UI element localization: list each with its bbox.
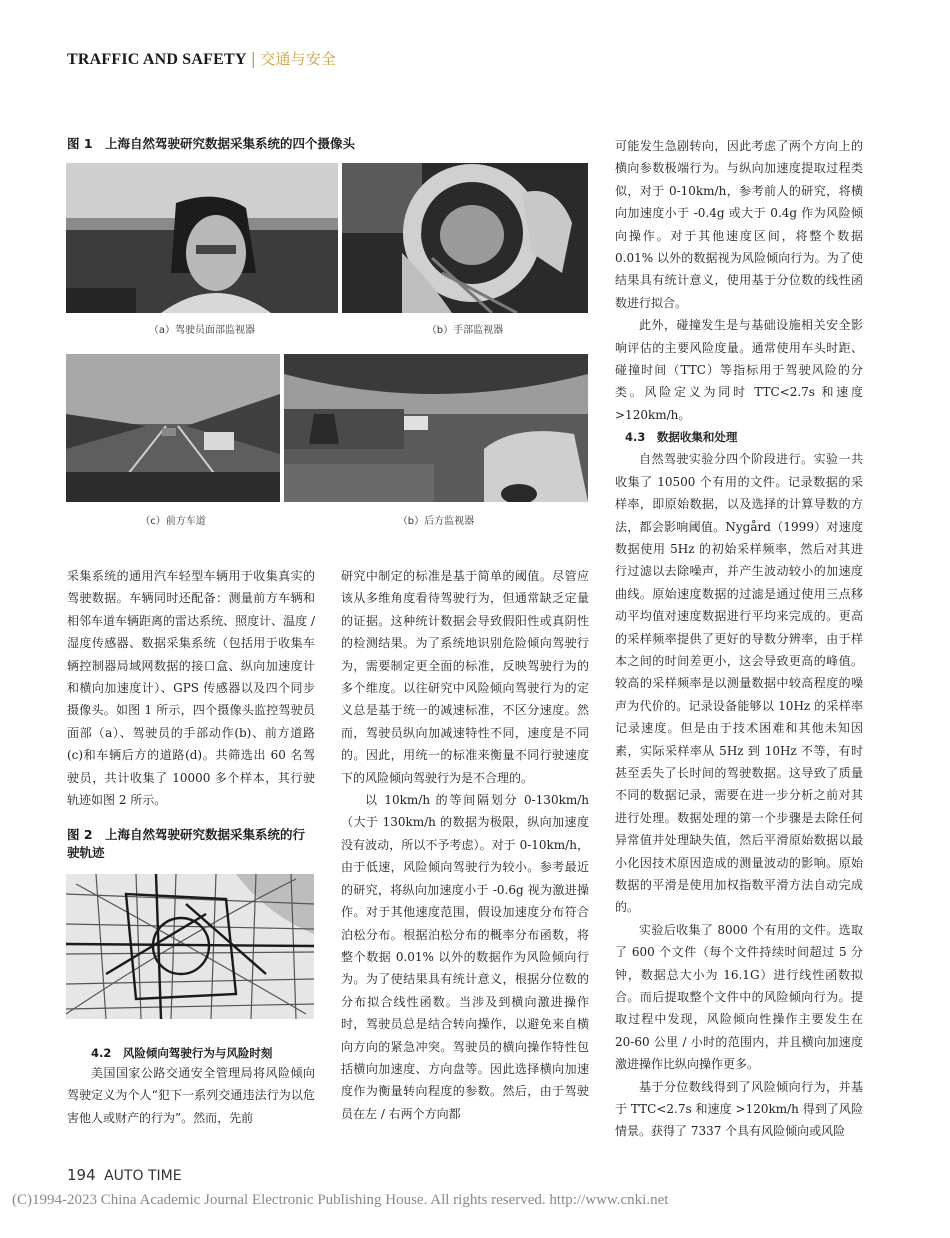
- right-paragraph-1: 可能发生急剧转向，因此考虑了两个方向上的横向参数极端行为。与纵向加速度提取过程类似，对于 0-10km/h，参考前人的研究，将横向加速度小于 -0.4g 或大于 0.4g 作为风险倾向操作。对于其他速度区间，将整个数据 0.01% 以外的数据视为风险倾向行为。为了使结果具有统计意义，使用基于分位数的线性函数进行拟合。: [615, 139, 863, 310]
- header-separator: |: [250, 49, 257, 68]
- journal-name: AUTO TIME: [104, 1168, 182, 1184]
- photo-rear-monitor: [284, 354, 588, 502]
- subcaption-b: （b）手部监视器: [426, 325, 504, 336]
- left-column-text: [67, 565, 315, 811]
- figure1-caption: 图 1 上海自然驾驶研究数据采集系统的四个摄像头: [67, 136, 356, 151]
- page-footer: [67, 1166, 182, 1184]
- right-column-text: [615, 135, 863, 1143]
- trajectory-map: [66, 874, 314, 1019]
- photo-front-lane: [66, 354, 280, 502]
- subcaption-d: （b）后方监视器: [397, 516, 475, 527]
- right-paragraph-4: 实验后收集了 8000 个有用的文件。选取了 600 个文件（每个文件持续时间超过 5 分钟，数据总大小为 16.1G）进行线性函数拟合。而后提取整个文件中的风险倾向行为。提取过程中发现，风险倾向性操作主要发生在 20-60 公里 / 小时的范围内，并且横向加速度激进操作比纵向操作更多。: [615, 922, 863, 1072]
- right-paragraph-2: 此外，碰撞发生是与基础设施相关安全影响评估的主要风险度量。通常使用车头时距、碰撞时间（TTC）等指标用于驾驶风险的分类。风险定义为同时 TTC<2.7s 和速度 >120km/h。: [615, 318, 863, 422]
- running-header: [67, 48, 336, 69]
- right-paragraph-5: 基于分位数线得到了风险倾向行为，并基于 TTC<2.7s 和速度 >120km/h 得到了风险情景。获得了 7337 个具有风险倾向或风险: [615, 1079, 863, 1139]
- middle-column-text: [341, 565, 589, 1125]
- section-4-2-heading: 4.2 风险倾向驾驶行为与风险时刻: [91, 1046, 273, 1060]
- section-4-2-paragraph: 美国国家公路交通安全管理局将风险倾向驾驶定义为个人“犯下一系列交通违法行为以危害他人或财产的行为”。然而，先前: [67, 1066, 315, 1125]
- header-chinese: 交通与安全: [260, 50, 337, 68]
- subcaption-c: （c）前方车道: [140, 516, 206, 527]
- left-paragraph-1: 采集系统的通用汽车轻型车辆用于收集真实的驾驶数据。车辆同时还配备：测量前方车辆和相邻车道车辆距离的雷达系统、照度计、温度 / 湿度传感器、数据采集系统（包括用于收集车辆控制器局域网数据的接口盒、纵向加速度计和横向加速度计）、GPS 传感器以及四个同步摄像头。如图 1 所示，四个摄像头监控驾驶员面部（a）、驾驶员的手部动作(b)、前方道路(c)和车辆后方的道路(d)。共筛选出 60 名驾驶员，共计收集了 10000 多个样本，其行驶轨迹如图 2 所示。: [67, 569, 315, 808]
- middle-paragraph-1: 研究中制定的标准是基于简单的阈值。尽管应该从多维角度看待驾驶行为，但通常缺乏定量的证据。这种统计数据会导致假阳性或真阴性的检测结果。为了系统地识别危险倾向驾驶行为，需要制定更全面的标准，反映驾驶行为的多个维度。以往研究中风险倾向驾驶行为的定义总是基于统一的减速标准，不区分速度。然而，驾驶员纵向加减速特性不同，速度是不同的。因此，用统一的标准来衡量不同行驶速度下的风险倾向驾驶行为是不合理的。: [341, 569, 589, 785]
- section-4-2-text: [67, 1062, 315, 1129]
- header-english: TRAFFIC AND SAFETY: [67, 51, 247, 68]
- page-number: 194: [67, 1166, 96, 1184]
- subcaption-a: （a）驾驶员面部监视器: [148, 325, 256, 336]
- right-paragraph-3: 自然驾驶实验分四个阶段进行。实验一共收集了 10500 个有用的文件。记录数据的采样率，即原始数据，以及选择的计算导数的方法，都会影响阈值。Nygård（1999）对速度数据使用 5Hz 的初始采样频率，然后对其进行过滤以去除噪声，并产生波动较小的加速度曲线。原始速度数据的过滤是通过使用三点移动平均值对速度数据进行平均来完成的。更高的采样频率提供了更好的导数分辨率，由于样本之间的时间差更小，这会导致更高的峰值。较高的采样频率是以测量数据中较高程度的噪声为代价的。记录设备能够以 10Hz 的采样率记录速度。但是由于技术困难和其他未知因素，实际采样率从 5Hz 到 10Hz 不等，有时甚至丢失了长时间的驾驶数据。这导致了质量不同的数据记录，需要在进一步分析之前对其进行处理。数据处理的第一个步骤是去除任何异常值并处理缺失值，然后平滑原始数据以最小化因技术原因造成的测量波动的影响。原始数据的平滑是使用加权指数平滑方法自动完成的。: [615, 452, 863, 915]
- middle-paragraph-2: 以 10km/h 的等间隔划分 0-130km/h（大于 130km/h 的数据为极限，纵向加速度没有波动，所以不予考虑）。对于 0-10km/h，由于低速，风险倾向驾驶行为较小。参考最近的研究，将纵向加速度小于 -0.6g 视为激进操作。对于其他速度范围，假设加速度分布符合泊松分布。根据泊松分布的概率分布函数，将整个数据 0.01% 以外的数据作为风险倾向行为。为了使结果具有统计意义，根据分位数的分布拟合线性函数。当涉及到横向激进操作时，驾驶员总是结合转向操作，以避免来自横向方向的紧急冲突。驾驶员的横向操作特性包括横向加速度、方向盘等。因此选择横向加速度作为衡量转向程度的参数。然后，由于驾驶员在左 / 右两个方向都: [341, 793, 589, 1121]
- copyright-notice: (C)1994-2023 China Academic Journal Electronic Publishing House. All rights reserved. http://www.cnki.net: [12, 1192, 669, 1208]
- figure2-caption: 图 2 上海自然驾驶研究数据采集系统的行驶轨迹: [67, 827, 306, 860]
- photo-driver-face: [66, 163, 338, 313]
- section-4-3-heading: 4.3 数据收集和处理: [625, 430, 738, 445]
- photo-hand-monitor: [342, 163, 588, 313]
